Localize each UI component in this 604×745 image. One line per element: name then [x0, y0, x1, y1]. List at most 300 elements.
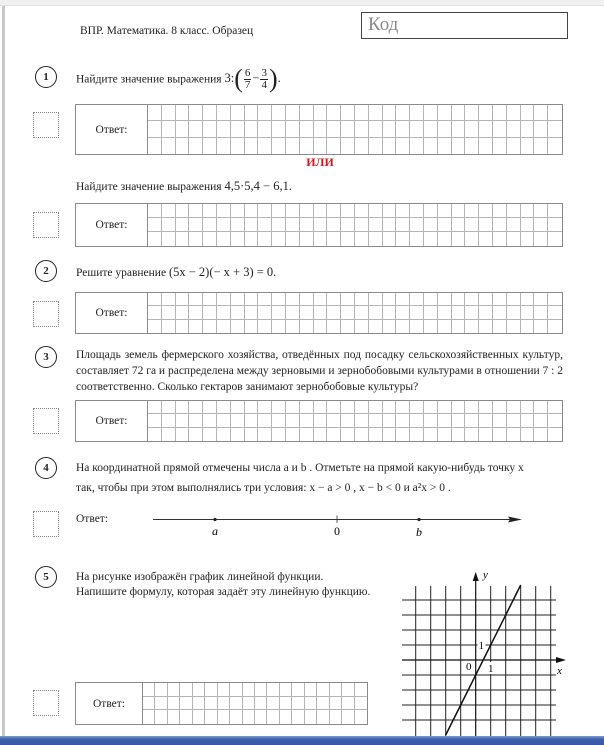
answer-cell[interactable]	[452, 428, 466, 441]
answer-cell[interactable]	[189, 414, 203, 427]
answer-cell[interactable]	[424, 204, 438, 218]
answer-cell[interactable]	[493, 105, 507, 121]
answer-cell[interactable]	[168, 697, 180, 711]
answer-cell[interactable]	[534, 138, 548, 154]
answer-cell[interactable]	[355, 232, 369, 246]
answer-cell[interactable]	[231, 428, 245, 441]
answer-cell[interactable]	[438, 105, 452, 121]
answer-cell[interactable]	[479, 204, 493, 218]
answer-cell[interactable]	[383, 401, 397, 414]
answer-cell[interactable]	[396, 138, 410, 154]
answer-cell[interactable]	[189, 401, 203, 414]
answer-cell[interactable]	[410, 232, 424, 246]
answer-cell[interactable]	[230, 683, 242, 697]
answer-cell[interactable]	[300, 204, 314, 218]
answer-cell[interactable]	[341, 105, 355, 121]
answer-cell[interactable]	[548, 401, 562, 414]
answer-cell[interactable]	[267, 683, 279, 697]
answer-cell[interactable]	[493, 428, 507, 441]
answer-cell[interactable]	[507, 138, 521, 154]
answer-cell[interactable]	[438, 428, 452, 441]
answer-cell[interactable]	[143, 697, 155, 711]
answer-cell[interactable]	[245, 414, 259, 427]
answer-cell[interactable]	[162, 306, 176, 319]
answer-cell[interactable]	[267, 710, 279, 724]
answer-cell[interactable]	[369, 428, 383, 441]
answer-cell[interactable]	[534, 105, 548, 121]
answer-cell[interactable]	[548, 105, 562, 121]
answer-cell[interactable]	[218, 710, 230, 724]
answer-cell[interactable]	[286, 218, 300, 232]
score-box-3[interactable]	[33, 408, 59, 434]
answer-cell[interactable]	[341, 428, 355, 441]
answer-cell[interactable]	[143, 710, 155, 724]
answer-cell[interactable]	[355, 204, 369, 218]
answer-cell[interactable]	[369, 401, 383, 414]
answer-cell[interactable]	[424, 401, 438, 414]
answer-cell[interactable]	[369, 306, 383, 319]
answer-cell[interactable]	[438, 414, 452, 427]
answer-cell[interactable]	[245, 293, 259, 306]
answer-cell[interactable]	[300, 401, 314, 414]
answer-cell[interactable]	[507, 105, 521, 121]
answer-cell[interactable]	[286, 414, 300, 427]
answer-cell[interactable]	[245, 401, 259, 414]
answer-cell[interactable]	[548, 204, 562, 218]
answer-cell[interactable]	[355, 320, 369, 333]
answer-cell[interactable]	[180, 710, 192, 724]
answer-cell[interactable]	[231, 306, 245, 319]
answer-cell[interactable]	[286, 320, 300, 333]
answer-cell[interactable]	[258, 105, 272, 121]
answer-cell[interactable]	[189, 428, 203, 441]
answer-cell[interactable]	[534, 414, 548, 427]
answer-cell[interactable]	[534, 293, 548, 306]
answer-cell[interactable]	[452, 105, 466, 121]
answer-cell[interactable]	[231, 138, 245, 154]
answer-cell[interactable]	[341, 293, 355, 306]
answer-cell[interactable]	[162, 320, 176, 333]
answer-cell[interactable]	[479, 121, 493, 137]
answer-cell[interactable]	[507, 320, 521, 333]
answer-cell[interactable]	[258, 138, 272, 154]
answer-cell[interactable]	[355, 401, 369, 414]
answer-cell[interactable]	[355, 105, 369, 121]
answer-cell[interactable]	[286, 204, 300, 218]
answer-cell[interactable]	[189, 204, 203, 218]
answer-cell[interactable]	[410, 121, 424, 137]
answer-cell[interactable]	[189, 320, 203, 333]
answer-cell[interactable]	[176, 414, 190, 427]
answer-cell[interactable]	[189, 105, 203, 121]
answer-cell[interactable]	[203, 401, 217, 414]
answer-cell[interactable]	[300, 306, 314, 319]
answer-cell[interactable]	[148, 105, 162, 121]
answer-cell[interactable]	[465, 121, 479, 137]
answer-cell[interactable]	[180, 683, 192, 697]
answer-cell[interactable]	[203, 204, 217, 218]
answer-cell[interactable]	[327, 218, 341, 232]
score-box-1[interactable]	[33, 112, 59, 138]
answer-cell[interactable]	[341, 401, 355, 414]
code-field[interactable]: Код	[361, 12, 568, 39]
answer-cell[interactable]	[218, 697, 230, 711]
answer-cell[interactable]	[424, 320, 438, 333]
answer-cell[interactable]	[548, 232, 562, 246]
answer-cell[interactable]	[465, 293, 479, 306]
answer-box-2[interactable]	[75, 292, 563, 334]
answer-cell[interactable]	[438, 320, 452, 333]
answer-grid-2[interactable]	[148, 293, 562, 333]
answer-cell[interactable]	[396, 428, 410, 441]
answer-cell[interactable]	[479, 232, 493, 246]
answer-cell[interactable]	[272, 320, 286, 333]
answer-cell[interactable]	[286, 232, 300, 246]
answer-cell[interactable]	[193, 697, 205, 711]
answer-cell[interactable]	[203, 105, 217, 121]
answer-cell[interactable]	[465, 105, 479, 121]
answer-cell[interactable]	[162, 232, 176, 246]
answer-cell[interactable]	[258, 401, 272, 414]
answer-cell[interactable]	[507, 401, 521, 414]
answer-cell[interactable]	[534, 121, 548, 137]
answer-cell[interactable]	[396, 121, 410, 137]
answer-cell[interactable]	[286, 306, 300, 319]
answer-cell[interactable]	[383, 218, 397, 232]
answer-cell[interactable]	[258, 414, 272, 427]
answer-cell[interactable]	[314, 428, 328, 441]
answer-cell[interactable]	[272, 293, 286, 306]
answer-cell[interactable]	[534, 320, 548, 333]
answer-cell[interactable]	[383, 105, 397, 121]
answer-cell[interactable]	[327, 428, 341, 441]
answer-cell[interactable]	[314, 138, 328, 154]
answer-cell[interactable]	[193, 683, 205, 697]
answer-cell[interactable]	[341, 204, 355, 218]
answer-cell[interactable]	[396, 320, 410, 333]
answer-cell[interactable]	[465, 428, 479, 441]
answer-box-1[interactable]	[75, 104, 563, 155]
answer-cell[interactable]	[452, 121, 466, 137]
answer-cell[interactable]	[217, 232, 231, 246]
answer-cell[interactable]	[507, 204, 521, 218]
answer-cell[interactable]	[438, 232, 452, 246]
answer-cell[interactable]	[231, 320, 245, 333]
answer-cell[interactable]	[176, 138, 190, 154]
answer-cell[interactable]	[548, 293, 562, 306]
answer-cell[interactable]	[203, 293, 217, 306]
answer-cell[interactable]	[396, 204, 410, 218]
answer-cell[interactable]	[231, 105, 245, 121]
answer-cell[interactable]	[231, 401, 245, 414]
answer-cell[interactable]	[218, 683, 230, 697]
answer-cell[interactable]	[176, 218, 190, 232]
answer-cell[interactable]	[148, 138, 162, 154]
answer-cell[interactable]	[493, 138, 507, 154]
answer-cell[interactable]	[369, 121, 383, 137]
answer-cell[interactable]	[330, 697, 342, 711]
answer-cell[interactable]	[521, 121, 535, 137]
answer-cell[interactable]	[286, 105, 300, 121]
answer-cell[interactable]	[424, 306, 438, 319]
answer-cell[interactable]	[410, 401, 424, 414]
answer-cell[interactable]	[176, 306, 190, 319]
answer-cell[interactable]	[548, 218, 562, 232]
answer-cell[interactable]	[355, 428, 369, 441]
answer-cell[interactable]	[148, 306, 162, 319]
answer-cell[interactable]	[507, 428, 521, 441]
answer-cell[interactable]	[292, 683, 304, 697]
answer-cell[interactable]	[479, 414, 493, 427]
answer-cell[interactable]	[243, 710, 255, 724]
answer-cell[interactable]	[548, 121, 562, 137]
answer-cell[interactable]	[410, 138, 424, 154]
answer-cell[interactable]	[479, 320, 493, 333]
answer-cell[interactable]	[148, 320, 162, 333]
answer-cell[interactable]	[217, 293, 231, 306]
answer-cell[interactable]	[424, 293, 438, 306]
answer-cell[interactable]	[355, 306, 369, 319]
answer-cell[interactable]	[507, 218, 521, 232]
answer-cell[interactable]	[327, 105, 341, 121]
answer-cell[interactable]	[341, 121, 355, 137]
answer-cell[interactable]	[162, 138, 176, 154]
answer-cell[interactable]	[189, 293, 203, 306]
answer-box-3[interactable]	[75, 400, 563, 442]
answer-cell[interactable]	[189, 138, 203, 154]
answer-cell[interactable]	[452, 306, 466, 319]
answer-cell[interactable]	[243, 697, 255, 711]
answer-cell[interactable]	[189, 218, 203, 232]
answer-cell[interactable]	[327, 138, 341, 154]
answer-cell[interactable]	[369, 204, 383, 218]
answer-cell[interactable]	[410, 293, 424, 306]
answer-cell[interactable]	[162, 218, 176, 232]
answer-cell[interactable]	[534, 204, 548, 218]
answer-cell[interactable]	[493, 293, 507, 306]
answer-cell[interactable]	[479, 218, 493, 232]
answer-cell[interactable]	[189, 121, 203, 137]
answer-cell[interactable]	[521, 138, 535, 154]
answer-cell[interactable]	[267, 697, 279, 711]
answer-cell[interactable]	[258, 204, 272, 218]
answer-cell[interactable]	[327, 306, 341, 319]
answer-cell[interactable]	[314, 121, 328, 137]
answer-cell[interactable]	[231, 204, 245, 218]
answer-cell[interactable]	[534, 401, 548, 414]
answer-cell[interactable]	[355, 710, 367, 724]
answer-cell[interactable]	[369, 218, 383, 232]
answer-cell[interactable]	[438, 218, 452, 232]
answer-cell[interactable]	[176, 428, 190, 441]
answer-cell[interactable]	[465, 218, 479, 232]
answer-cell[interactable]	[162, 293, 176, 306]
answer-cell[interactable]	[189, 232, 203, 246]
answer-cell[interactable]	[327, 401, 341, 414]
answer-cell[interactable]	[203, 218, 217, 232]
answer-cell[interactable]	[355, 121, 369, 137]
answer-cell[interactable]	[342, 697, 354, 711]
answer-grid-1[interactable]	[148, 105, 562, 154]
answer-cell[interactable]	[203, 320, 217, 333]
answer-cell[interactable]	[217, 105, 231, 121]
answer-cell[interactable]	[148, 232, 162, 246]
answer-cell[interactable]	[148, 204, 162, 218]
answer-cell[interactable]	[231, 218, 245, 232]
answer-box-5[interactable]	[75, 682, 368, 725]
answer-cell[interactable]	[438, 293, 452, 306]
answer-cell[interactable]	[355, 683, 367, 697]
answer-cell[interactable]	[521, 293, 535, 306]
answer-cell[interactable]	[383, 121, 397, 137]
answer-cell[interactable]	[452, 204, 466, 218]
answer-cell[interactable]	[548, 320, 562, 333]
answer-cell[interactable]	[341, 306, 355, 319]
answer-cell[interactable]	[314, 232, 328, 246]
answer-cell[interactable]	[521, 401, 535, 414]
number-line[interactable]	[150, 505, 530, 541]
answer-cell[interactable]	[424, 121, 438, 137]
answer-cell[interactable]	[255, 683, 267, 697]
answer-cell[interactable]	[148, 428, 162, 441]
score-box-2[interactable]	[33, 301, 59, 327]
answer-cell[interactable]	[317, 710, 329, 724]
answer-cell[interactable]	[327, 293, 341, 306]
answer-cell[interactable]	[205, 710, 217, 724]
answer-cell[interactable]	[465, 232, 479, 246]
answer-cell[interactable]	[507, 414, 521, 427]
answer-cell[interactable]	[300, 320, 314, 333]
answer-cell[interactable]	[438, 121, 452, 137]
answer-cell[interactable]	[534, 218, 548, 232]
answer-cell[interactable]	[176, 293, 190, 306]
answer-cell[interactable]	[410, 105, 424, 121]
score-box-4[interactable]	[33, 511, 59, 537]
answer-cell[interactable]	[292, 710, 304, 724]
answer-cell[interactable]	[217, 138, 231, 154]
answer-cell[interactable]	[176, 401, 190, 414]
answer-cell[interactable]	[203, 306, 217, 319]
answer-cell[interactable]	[255, 710, 267, 724]
answer-cell[interactable]	[410, 306, 424, 319]
answer-cell[interactable]	[286, 401, 300, 414]
answer-cell[interactable]	[272, 204, 286, 218]
answer-cell[interactable]	[300, 414, 314, 427]
answer-cell[interactable]	[258, 428, 272, 441]
answer-cell[interactable]	[493, 232, 507, 246]
answer-cell[interactable]	[452, 232, 466, 246]
answer-cell[interactable]	[341, 138, 355, 154]
answer-cell[interactable]	[258, 320, 272, 333]
answer-cell[interactable]	[245, 105, 259, 121]
answer-cell[interactable]	[258, 293, 272, 306]
answer-cell[interactable]	[396, 401, 410, 414]
answer-cell[interactable]	[272, 401, 286, 414]
answer-cell[interactable]	[383, 232, 397, 246]
answer-cell[interactable]	[548, 306, 562, 319]
answer-cell[interactable]	[217, 320, 231, 333]
answer-cell[interactable]	[272, 414, 286, 427]
answer-cell[interactable]	[369, 293, 383, 306]
answer-cell[interactable]	[280, 697, 292, 711]
answer-cell[interactable]	[217, 414, 231, 427]
answer-cell[interactable]	[493, 306, 507, 319]
answer-cell[interactable]	[438, 401, 452, 414]
answer-cell[interactable]	[396, 414, 410, 427]
answer-cell[interactable]	[148, 293, 162, 306]
answer-cell[interactable]	[300, 138, 314, 154]
answer-cell[interactable]	[176, 105, 190, 121]
answer-cell[interactable]	[424, 232, 438, 246]
answer-cell[interactable]	[217, 204, 231, 218]
answer-cell[interactable]	[424, 428, 438, 441]
answer-cell[interactable]	[162, 204, 176, 218]
answer-cell[interactable]	[327, 414, 341, 427]
answer-cell[interactable]	[205, 697, 217, 711]
answer-cell[interactable]	[521, 306, 535, 319]
answer-cell[interactable]	[383, 204, 397, 218]
answer-cell[interactable]	[286, 138, 300, 154]
answer-cell[interactable]	[245, 121, 259, 137]
answer-cell[interactable]	[438, 306, 452, 319]
answer-cell[interactable]	[548, 138, 562, 154]
answer-cell[interactable]	[327, 320, 341, 333]
answer-cell[interactable]	[341, 218, 355, 232]
answer-cell[interactable]	[355, 138, 369, 154]
answer-cell[interactable]	[231, 414, 245, 427]
answer-cell[interactable]	[548, 428, 562, 441]
score-box-5[interactable]	[33, 690, 59, 716]
answer-cell[interactable]	[396, 306, 410, 319]
answer-cell[interactable]	[438, 204, 452, 218]
answer-cell[interactable]	[231, 293, 245, 306]
answer-cell[interactable]	[479, 105, 493, 121]
answer-cell[interactable]	[383, 320, 397, 333]
answer-grid-3[interactable]	[148, 401, 562, 441]
answer-grid-5[interactable]	[143, 683, 367, 724]
answer-cell[interactable]	[479, 293, 493, 306]
answer-cell[interactable]	[162, 414, 176, 427]
answer-cell[interactable]	[203, 232, 217, 246]
answer-cell[interactable]	[258, 218, 272, 232]
answer-cell[interactable]	[355, 414, 369, 427]
answer-cell[interactable]	[180, 697, 192, 711]
answer-cell[interactable]	[355, 697, 367, 711]
answer-cell[interactable]	[217, 121, 231, 137]
answer-cell[interactable]	[410, 204, 424, 218]
answer-cell[interactable]	[176, 204, 190, 218]
answer-cell[interactable]	[493, 218, 507, 232]
answer-cell[interactable]	[217, 428, 231, 441]
answer-cell[interactable]	[452, 320, 466, 333]
answer-cell[interactable]	[230, 697, 242, 711]
answer-cell[interactable]	[189, 306, 203, 319]
answer-cell[interactable]	[369, 320, 383, 333]
answer-cell[interactable]	[231, 232, 245, 246]
answer-cell[interactable]	[507, 232, 521, 246]
answer-cell[interactable]	[424, 105, 438, 121]
answer-cell[interactable]	[314, 105, 328, 121]
answer-cell[interactable]	[465, 401, 479, 414]
answer-cell[interactable]	[534, 306, 548, 319]
answer-cell[interactable]	[272, 105, 286, 121]
answer-cell[interactable]	[424, 414, 438, 427]
answer-cell[interactable]	[410, 414, 424, 427]
answer-cell[interactable]	[203, 428, 217, 441]
answer-cell[interactable]	[300, 293, 314, 306]
answer-cell[interactable]	[155, 710, 167, 724]
answer-cell[interactable]	[176, 232, 190, 246]
